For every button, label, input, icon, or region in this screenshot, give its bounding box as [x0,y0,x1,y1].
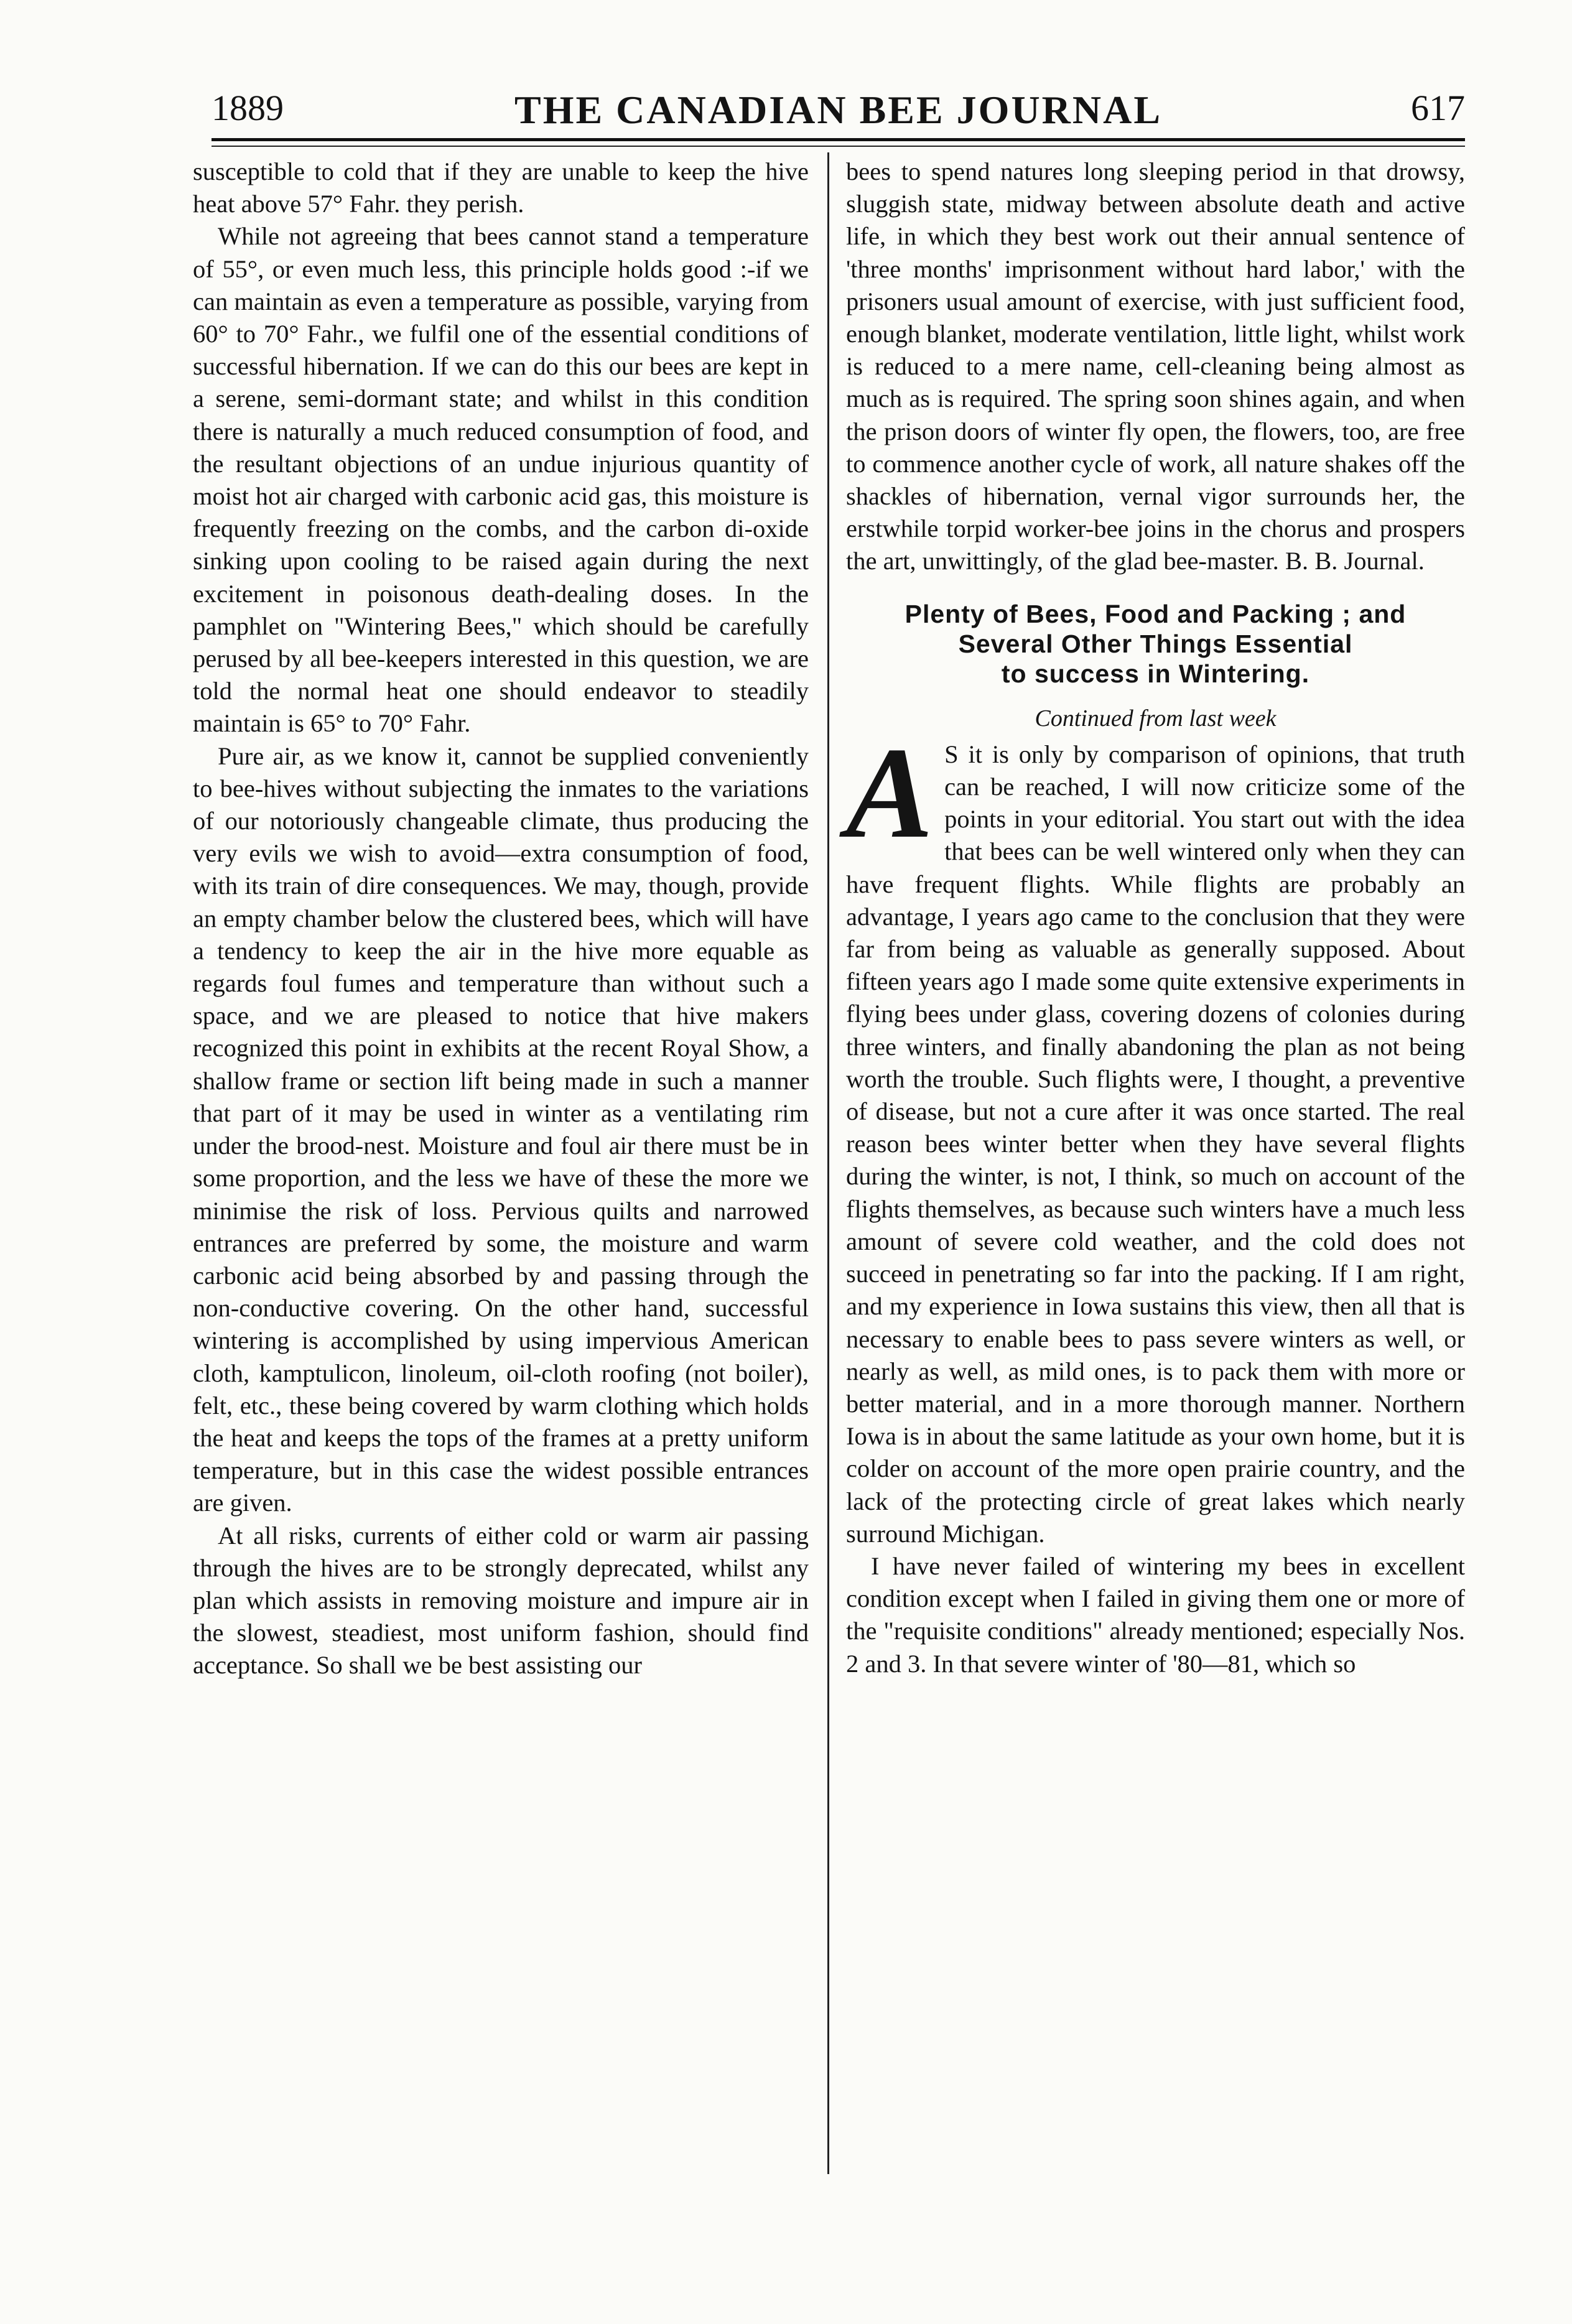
left-paragraph: While not agreeing that bees cannot stand a temperature of 55°, or even much less, this principle holds good :-if we can maintain as even a temperature as possible, varying from 60° to 70° Fahr., we fulfil one of the essential conditions of successful hibernation. If we can do this our bees are kept in a serene, semi-dormant state; and whilst in this condition there is naturally a much reduced consumption of food, and the resultant objections of an undue injurious quantity of moist hot air charged with carbonic acid gas, this moisture is frequently freezing on the combs, and the carbon di-oxide sinking upon cooling to be raised again during the next excitement in poisonous death-dealing doses. In the pamphlet on "Wintering Bees," which should be carefully perused by all bee-keepers interested in this question, we are told the normal heat one should endeavor to steadily maintain is 65° to 70° Fahr. [193,222,809,738]
right-column [846,156,1465,1680]
article-heading [846,599,1465,689]
article-first-paragraph [846,720,1465,1550]
drop-cap: A [846,720,934,865]
column-divider [827,152,829,2174]
right-continuation [846,156,1465,578]
journal-title: THE CANADIAN BEE JOURNAL [514,88,1162,132]
left-column [193,156,809,1682]
heading-line: to success in Wintering. [1001,659,1310,688]
continuation-text: bees to spend natures long sleeping period in that drowsy, sluggish state, midway between absolute death and active life, in which they best work out their annual sentence of 'three months' imprisonment without hard labor,' with the prisoners usual amount of exercise, with just sufficient food, enough blanket, moderate ventilation, little light, whilst work is reduced to a mere name, cell-cleaning being almost as much as is required. The spring soon shines again, and when the prison doors of winter fly open, the flowers, too, are free to commence another cycle of work, all nature shakes off the shackles of hibernation, vernal vigor surrounds her, the erstwhile torpid worker-bee joins in the chorus and prospers the art, unwittingly, of the glad bee-master. [846,157,1465,575]
header-rule-thin [212,146,1465,147]
article-paragraph: I have never failed of wintering my bees in excellent condition except when I failed in giving them one or more of the "requisite conditions" already mentioned; especially Nos. 2 and 3. In that severe winter of '80—81, which so [846,1551,1465,1678]
header-rule [212,138,1465,141]
header-year: 1889 [212,88,284,128]
page-number: 617 [1411,88,1465,128]
signature: B. B. Journal. [1285,547,1425,575]
heading-line: Plenty of Bees, Food and Packing ; and [905,599,1407,628]
heading-line: Several Other Things Essential [958,629,1353,658]
left-paragraph: susceptible to cold that if they are unable to keep the hive heat above 57° Fahr. they perish. [193,157,809,218]
first-paragraph-text: S it is only by comparison of opinions, that truth can be reached, I will now criticize some of the points in your editorial. You start out with the idea that bees can be well wintered only when they can have frequent flights. While flights are probably an advantage, I years ago came to the conclusion that they were far from being as valuable as generally supposed. About fifteen years ago I made some quite extensive experiments in flying bees under glass, covering dozens of colonies during three winters, and finally abandoning the plan as not being worth the trouble. Such flights were, I thought, a preventive of disease, but not a cure after it was once started. The real reason bees winter better when they have several flights during the winter, is not, I think, so much on account of the flights themselves, as because such winters have a much less amount of severe cold weather, and the cold does not succeed in penetrating so far into the packing. If I am right, and my experience in Iowa sustains this view, then all that is necessary to enable bees to pass severe winters as well, or nearly as well, as mild ones, is to pack them with more or better material, and in a more thorough manner. Northern Iowa is in about the same latitude as your own home, but it is colder on account of the more open prairie country, and the lack of the protecting circle of great lakes which nearly surround Michigan. [846,740,1465,1548]
continued-note: Continued from last week [1035,705,1277,732]
left-paragraph: Pure air, as we know it, cannot be supplied conveniently to bee-hives without subjecting the inmates to the variations of our notoriously changeable climate, thus producing the very evils we wish to avoid—extra consumption of food, with its train of dire consequences. We may, though, provide an empty chamber below the clustered bees, which will have a tendency to keep the air in the hive more equable as regards foul fumes and temperature than without such a space, and we are pleased to notice that hive makers recognized this point in exhibits at the recent Royal Show, a shallow frame or section lift being made in such a manner that part of it may be used in winter as a ventilating rim under the brood-nest. Moisture and foul air there must be in some proportion, and the less we have of these the more we minimise the risk of loss. Pervious quilts and narrowed entrances are preferred by some, the moisture and warm carbonic acid being absorbed by and passing through the non-conductive covering. On the other hand, successful wintering is accomplished by using impervious American cloth, kamptulicon, linoleum, oil-cloth roofing (not boiler), felt, etc., these being covered by warm clothing which holds the heat and keeps the tops of the frames at a pretty uniform temperature, but in this case the widest possible entrances are given. [193,741,809,1517]
left-paragraph: At all risks, currents of either cold or warm air passing through the hives are to be strongly deprecated, whilst any plan which assists in removing moisture and impure air in the slowest, steadiest, most uniform fashion, should find acceptance. So shall we be best assisting our [193,1521,809,1680]
